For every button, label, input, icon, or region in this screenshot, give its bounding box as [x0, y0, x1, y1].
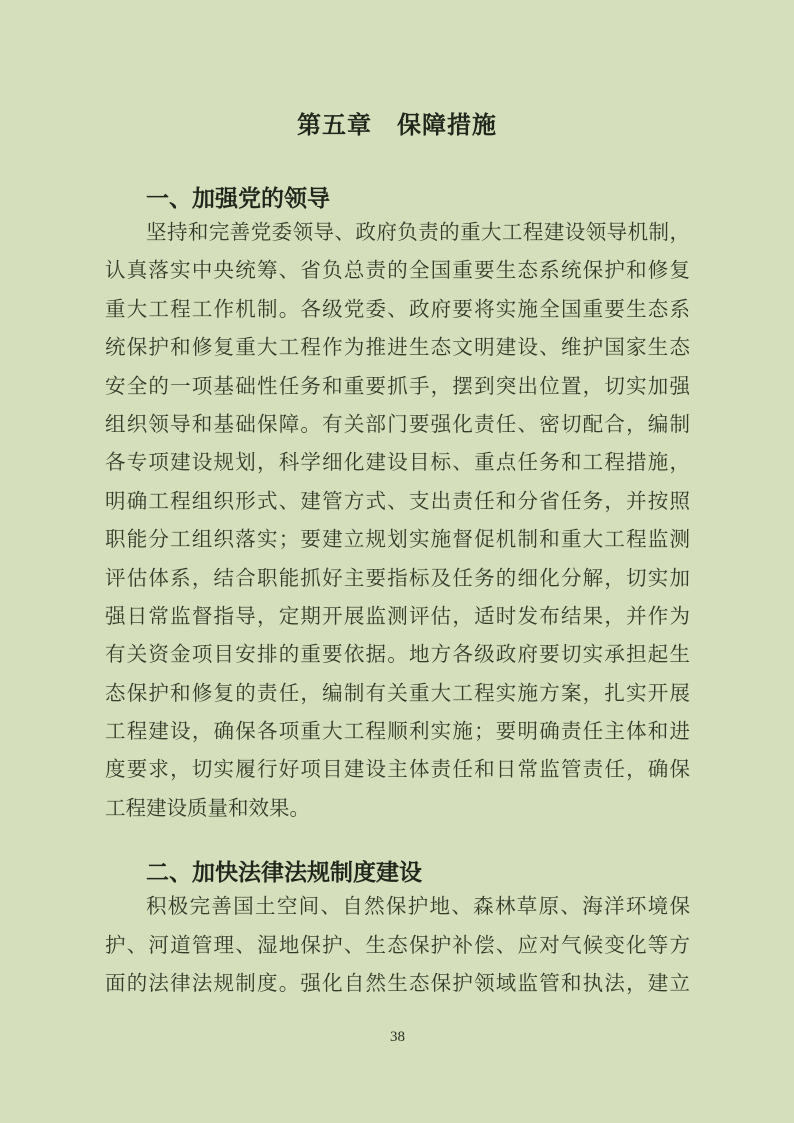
text-line: 明确工程组织形式、建管方式、支出责任和分省任务，并按照 [105, 490, 690, 513]
text-line: 工程建设质量和效果。 [105, 797, 310, 820]
text-line: 重大工程工作机制。各级党委、政府要将实施全国重要生态系 [105, 298, 690, 321]
section-2-heading: 二、加快法律法规制度建设 [146, 859, 422, 886]
text-line: 工程建设，确保各项重大工程顺利实施；要明确责任主体和进 [105, 721, 690, 744]
text-line: 认真落实中央统筹、省负总责的全国重要生态系统保护和修复 [105, 260, 690, 283]
text-line: 评估体系，结合职能抓好主要指标及任务的细化分解，切实加 [105, 567, 690, 590]
text-line: 组织领导和基础保障。有关部门要强化责任、密切配合，编制 [105, 413, 690, 436]
text-line: 度要求，切实履行好项目建设主体责任和日常监管责任，确保 [105, 759, 690, 782]
document-content [0, 182, 794, 1046]
section-1-heading: 一、加强党的领导 [146, 185, 330, 211]
text-line: 坚持和完善党委领导、政府负责的重大工程建设领导机制， [146, 222, 690, 244]
section-1-paragraph [105, 214, 690, 828]
text-line: 强日常监督指导，定期开展监测评估，适时发布结果，并作为 [105, 605, 690, 628]
text-line: 安全的一项基础性任务和重要抓手，摆到突出位置，切实加强 [105, 375, 690, 398]
text-line: 积极完善国土空间、自然保护地、森林草原、海洋环境保 [146, 896, 690, 919]
text-line: 各专项建设规划，科学细化建设目标、重点任务和工程措施， [105, 452, 690, 475]
text-line: 有关资金项目安排的重要依据。地方各级政府要切实承担起生 [105, 644, 690, 667]
page-number: 38 [390, 1029, 405, 1046]
section-2-paragraph [105, 888, 690, 1003]
chapter-title: 第五章 保障措施 [297, 112, 497, 139]
text-line: 统保护和修复重大工程作为推进生态文明建设、维护国家生态 [105, 337, 690, 360]
text-line: 职能分工组织落实；要建立规划实施督促机制和重大工程监测 [105, 529, 690, 552]
text-line: 面的法律法规制度。强化自然生态保护领域监管和执法，建立 [105, 973, 690, 996]
text-line: 态保护和修复的责任，编制有关重大工程实施方案，扎实开展 [105, 682, 690, 705]
text-line: 护、河道管理、湿地保护、生态保护补偿、应对气候变化等方 [105, 934, 690, 957]
